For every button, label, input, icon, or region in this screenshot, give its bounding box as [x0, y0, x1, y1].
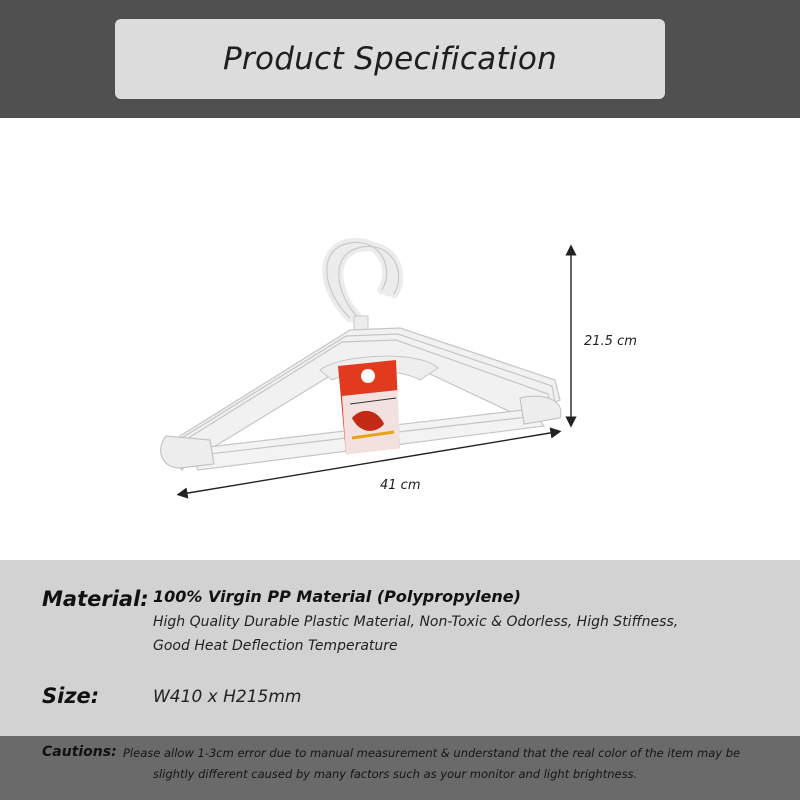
cautions-line2: slightly different caused by many factors such as your monitor and light brightness.: [153, 767, 638, 781]
material-detail-line2: Good Heat Deflection Temperature: [153, 638, 398, 654]
material-headline: 100% Virgin PP Material (Polypropylene): [153, 587, 521, 606]
page-title: Product Specification: [222, 41, 558, 77]
title-box: [115, 19, 665, 99]
product-tag: [338, 360, 400, 454]
width-label: 41 cm: [380, 478, 421, 493]
specification-band: [0, 560, 800, 736]
product-image-area: [0, 118, 800, 560]
size-value: W410 x H215mm: [153, 687, 302, 707]
size-label: Size:: [42, 684, 100, 708]
cautions-label: Cautions:: [42, 744, 117, 760]
cautions-line1: Please allow 1-3cm error due to manual measurement & understand that the real color of the item may be: [123, 746, 741, 760]
cautions-band: [0, 736, 800, 800]
material-detail-line1: High Quality Durable Plastic Material, Non-Toxic & Odorless, High Stiffness,: [153, 614, 679, 630]
height-label: 21.5 cm: [584, 334, 637, 349]
product-illustration: [0, 118, 800, 560]
header-band: [0, 0, 800, 118]
material-label: Material:: [42, 587, 149, 611]
